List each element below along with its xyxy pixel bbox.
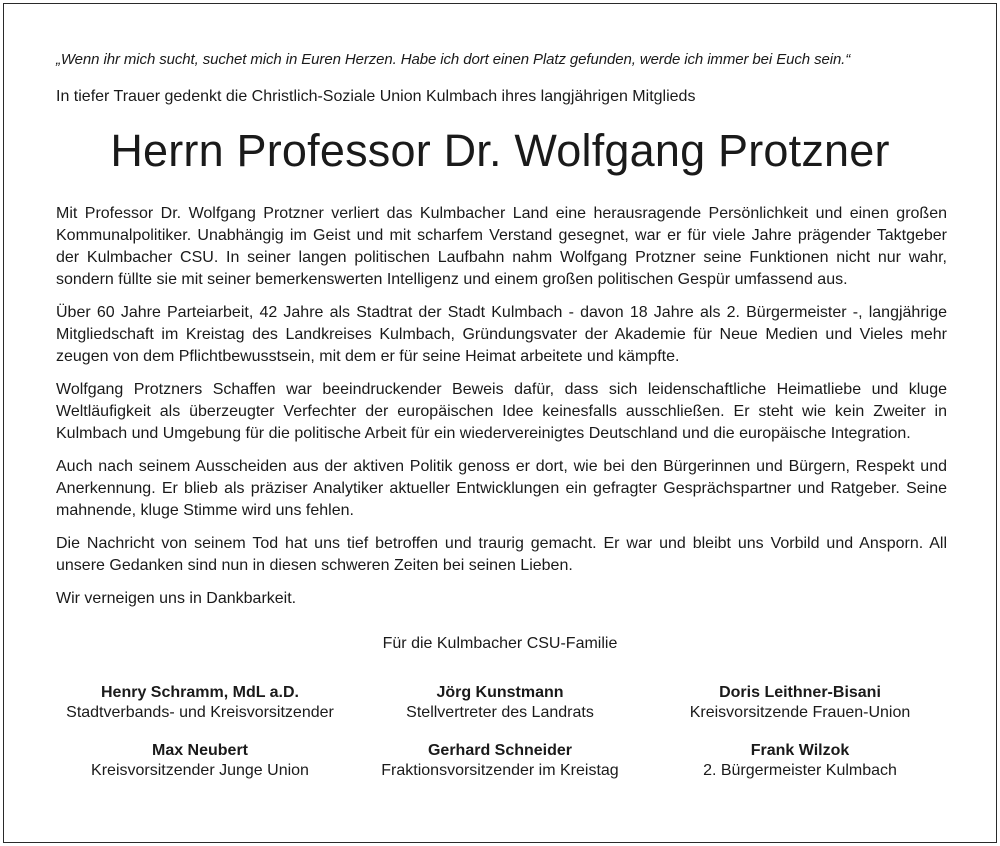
- epigraph-quote: „Wenn ihr mich sucht, suchet mich in Euren Herzen. Habe ich dort einen Platz gefunden, werde ich immer bei Euch sein.“: [56, 51, 851, 68]
- intro-line: In tiefer Trauer gedenkt die Christlich-Soziale Union Kulmbach ihres langjährigen Mitglieds: [56, 88, 696, 105]
- signer-role: 2. Bürgermeister Kulmbach: [703, 762, 897, 779]
- signer: [640, 683, 960, 723]
- paragraph: Mit Professor Dr. Wolfgang Protzner verliert das Kulmbacher Land eine herausragende Persönlichkeit und einen großen Kommunalpolitiker. Unabhängig im Geist und mit scharfem Verstand gesegnet, war er für viele Jahre prägender Taktgeber der Kulmbacher CSU. In seiner langen politischen Laufbahn nahm Wolfgang Protzner seine Funktionen nicht nur wahr, sondern füllte sie mit seiner bemerkenswerten Intelligenz und einem großen politischen Gespür umfassend aus.: [56, 205, 947, 288]
- signer-name: Jörg Kunstmann: [436, 684, 564, 701]
- paragraph: Auch nach seinem Ausscheiden aus der aktiven Politik genoss er dort, wie bei den Bürgerinnen und Bürgern, Respekt und Anerkennung. Er blieb als präziser Analytiker aktueller Entwicklungen ein gefragter Gesprächspartner und Ratgeber. Seine mahnende, kluge Stimme wird uns fehlen.: [56, 458, 947, 519]
- signer-role: Stadtverbands- und Kreisvorsitzender: [66, 704, 334, 721]
- signer-role: Kreisvorsitzender Junge Union: [91, 762, 309, 779]
- family-line: Für die Kulmbacher CSU-Familie: [382, 635, 618, 652]
- signer-name: Max Neubert: [151, 742, 249, 759]
- signer: [360, 741, 640, 781]
- closing-line: Wir verneigen uns in Dankbarkeit.: [56, 590, 297, 607]
- deceased-name-headline: Herrn Professor Dr. Wolfgang Protzner: [110, 125, 890, 176]
- obituary-body: [56, 203, 947, 621]
- paragraph: Wolfgang Protzners Schaffen war beeindruckender Beweis dafür, dass sich leidenschaftliche Heimatliebe und kluge Weltläufigkeit als überzeugter Verfechter der europäischen Idee keinesfalls ausschließen. Er steht wie kein Zweiter in Kulmbach und Umgebung für die politische Arbeit für ein wiedervereinigtes Deutschland und die europäische Integration.: [56, 381, 947, 442]
- signer: [40, 741, 360, 781]
- signers-grid: [40, 683, 960, 781]
- paragraph: Über 60 Jahre Parteiarbeit, 42 Jahre als Stadtrat der Stadt Kulmbach - davon 18 Jahre als 2. Bürgermeister -, langjährige Mitgliedschaft im Kreistag des Landkreises Kulmbach, Gründungsvater der Akademie für Neue Medien und Vieles mehr zeugen von dem Pflichtbewusstsein, mit dem er für seine Heimat arbeitete und kämpfte.: [56, 304, 947, 365]
- paragraph: Die Nachricht von seinem Tod hat uns tief betroffen und traurig gemacht. Er war und bleibt uns Vorbild und Ansporn. All unsere Gedanken sind nun in diesen schweren Zeiten bei seinen Lieben.: [56, 535, 947, 574]
- signer-name: Doris Leithner-Bisani: [719, 684, 881, 701]
- signer-role: Fraktionsvorsitzender im Kreistag: [381, 762, 619, 779]
- signer-role: Kreisvorsitzende Frauen-Union: [689, 704, 911, 721]
- signer: [360, 683, 640, 723]
- signer-name: Henry Schramm, MdL a.D.: [101, 684, 299, 701]
- signer-name: Gerhard Schneider: [427, 742, 573, 759]
- signer-name: Frank Wilzok: [750, 742, 850, 759]
- signer-role: Stellvertreter des Landrats: [406, 704, 594, 721]
- signer: [640, 741, 960, 781]
- signer: [40, 683, 360, 723]
